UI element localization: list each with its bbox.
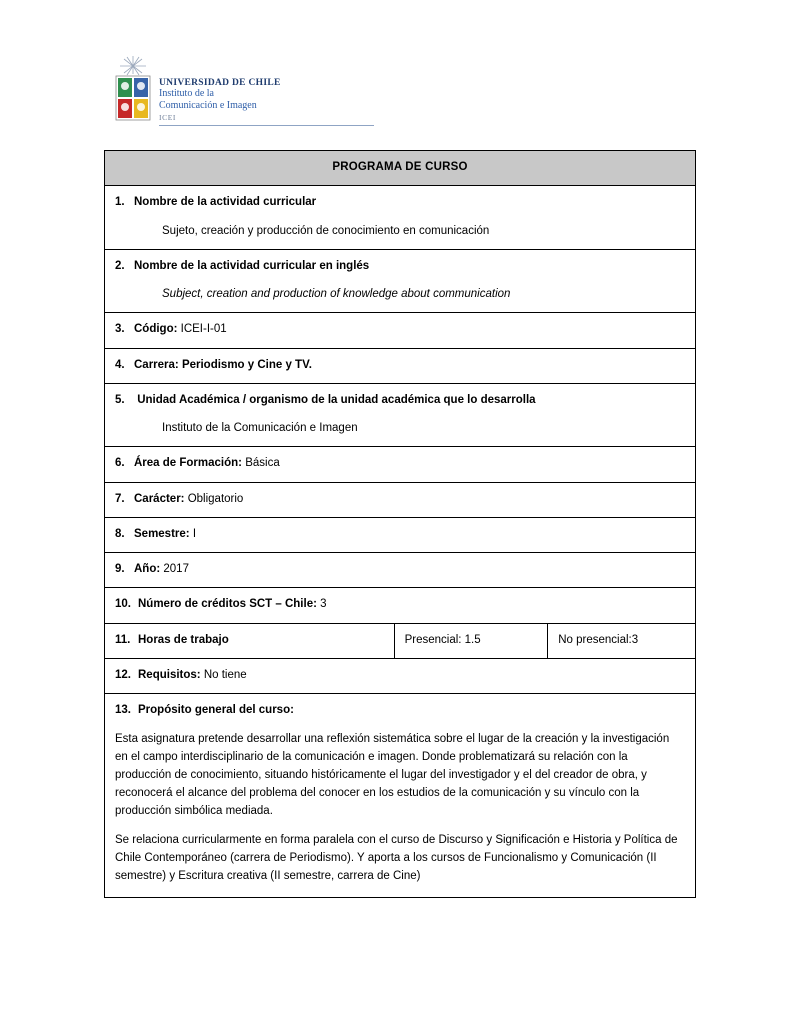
row-label: Número de créditos SCT – Chile:	[138, 598, 317, 611]
letterhead-institute-line1: Instituto de la	[159, 88, 214, 99]
row-number: 7.	[115, 492, 125, 505]
row-label: Requisitos:	[138, 668, 201, 681]
row-label: Unidad Académica / organismo de la unidad académica que lo desarrolla	[137, 393, 536, 406]
row-number: 3.	[115, 323, 125, 336]
row-label: Carácter:	[134, 492, 185, 505]
purpose-heading	[115, 702, 685, 719]
row-caracter	[105, 482, 696, 517]
row-value: ICEI-I-01	[180, 323, 227, 336]
table-row-title	[105, 151, 696, 186]
row-value: I	[192, 527, 197, 540]
row-horas-de-trabajo	[105, 623, 395, 658]
row-number: 10.	[115, 598, 131, 611]
row-semestre	[105, 517, 696, 552]
table-row	[105, 588, 696, 623]
row-number: 8.	[115, 527, 125, 540]
purpose-paragraph-1: Esta asignatura pretende desarrollar una reflexión sistemática sobre el lugar de la creación y la investigación en el campo interdisciplinario de la comunicación e imagen. Donde problematizará su relación con la producción de conocimiento, situando históricamente el lugar del investigador y el del creador de obra, y reconocerá el alcance del problema del conocer en los estudios de la comunicación y su vínculo con la producción simbólica mediada.	[115, 733, 670, 817]
row-label: Nombre de la actividad curricular en inglés	[134, 259, 370, 272]
table-row	[105, 348, 696, 383]
row-number: 6.	[115, 457, 125, 470]
row-label: Nombre de la actividad curricular	[134, 196, 317, 209]
horas-no-presencial: No presencial:3	[548, 623, 696, 658]
row-number: 5.	[115, 393, 125, 406]
row-label: Propósito general del curso:	[138, 704, 294, 716]
row-unidad-academica	[105, 383, 696, 447]
purpose-paragraph-2: Se relaciona curricularmente en forma paralela con el curso de Discurso y Significación e Historia y Política de Chile Contemporáneo (carrera de Periodismo). Y aporta a los cursos de Funcionalismo y Comunicación (II semestre) y Escritura creativa (II semestre, carrera de Cine)	[115, 834, 678, 882]
letterhead	[113, 56, 373, 128]
row-value: 2017	[163, 563, 189, 575]
university-logo-icon	[113, 56, 153, 122]
row-detail: Sujeto, creación y producción de conocimiento en comunicación	[162, 224, 490, 237]
page-title: PROGRAMA DE CURSO	[105, 151, 696, 186]
horas-presencial: Presencial: 1.5	[394, 623, 548, 658]
row-codigo	[105, 313, 696, 348]
row-carrera	[105, 348, 696, 383]
letterhead-text	[159, 78, 369, 122]
table-row	[105, 553, 696, 588]
letterhead-university: UNIVERSIDAD DE CHILE	[159, 78, 281, 88]
row-label: Horas de trabajo	[138, 633, 229, 646]
table-row-proposito	[105, 694, 696, 898]
course-program-table	[104, 150, 696, 898]
row-label: Carrera: Periodismo y Cine y TV.	[134, 358, 312, 371]
row-value: No tiene	[203, 668, 247, 681]
row-value: 3	[320, 598, 327, 611]
row-number: 12.	[115, 668, 131, 681]
table-row	[105, 313, 696, 348]
letterhead-institute-line2: Comunicación e Imagen	[159, 99, 257, 111]
row-number: 2.	[115, 259, 125, 272]
letterhead-acronym: ICEI	[159, 112, 176, 122]
table-row	[105, 517, 696, 552]
row-ano	[105, 553, 696, 588]
row-detail: Instituto de la Comunicación e Imagen	[162, 422, 358, 434]
row-value: Obligatorio	[187, 492, 244, 505]
row-label: Área de Formación:	[134, 457, 242, 470]
letterhead-divider	[159, 125, 374, 126]
table-row	[105, 447, 696, 482]
row-number: 1.	[115, 196, 125, 209]
row-requisitos	[105, 658, 696, 693]
row-number: 13.	[115, 704, 131, 716]
row-proposito-general	[105, 694, 696, 898]
table-row	[105, 658, 696, 693]
table-row	[105, 186, 696, 250]
row-value: Básica	[245, 457, 280, 470]
row-label: Semestre:	[134, 527, 190, 540]
row-label: Año:	[134, 563, 161, 575]
row-number: 11.	[115, 633, 131, 646]
row-label: Código:	[134, 323, 178, 336]
row-number: 4.	[115, 358, 125, 371]
table-row-horas	[105, 623, 696, 658]
row-creditos-sct	[105, 588, 696, 623]
row-area-formacion	[105, 447, 696, 482]
row-number: 9.	[115, 563, 125, 575]
table-row	[105, 249, 696, 313]
row-nombre-actividad	[105, 186, 696, 250]
row-detail: Subject, creation and production of knowledge about communication	[162, 288, 511, 300]
row-nombre-actividad-ingles	[105, 249, 696, 313]
table-row	[105, 482, 696, 517]
table-row	[105, 383, 696, 447]
